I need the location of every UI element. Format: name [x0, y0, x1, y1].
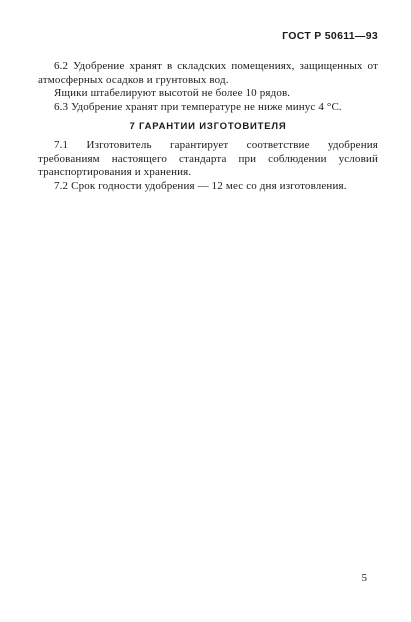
section-7-text [38, 139, 378, 193]
page-number: 5 [361, 572, 367, 584]
paragraph-6-2: 6.2 Удобрение хранят в складских помещениях, защищенных от атмосферных осадков и грунтовых вод. [38, 60, 378, 86]
section-6-text [38, 60, 378, 114]
paragraph-stacking: Ящики штабелируют высотой не более 10 рядов. [54, 87, 291, 99]
document-header: ГОСТ Р 50611—93 [282, 30, 378, 42]
paragraph-7-2: 7.2 Срок годности удобрения — 12 мес со дня изготовления. [54, 179, 347, 192]
section-7-heading: 7 ГАРАНТИИ ИЗГОТОВИТЕЛЯ [129, 121, 287, 132]
paragraph-6-3: 6.3 Удобрение хранят при температуре не ниже минус 4 °С. [54, 100, 342, 113]
paragraph-7-1: 7.1 Изготовитель гарантирует соответствие удобрения требованиям настоящего стандарта при соблюдении условий транспортирования и хранения. [38, 139, 378, 178]
